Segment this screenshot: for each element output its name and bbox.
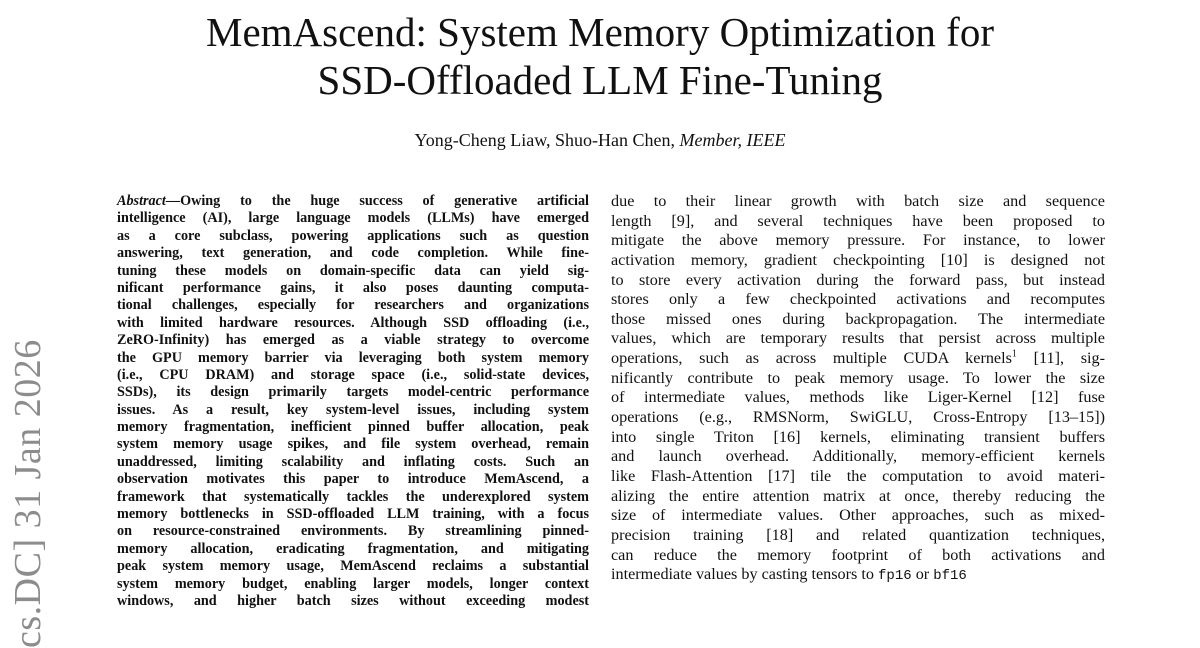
body-line: those missed ones during backpropagation. The intermediate [611,309,1105,328]
abstract-line: observation motivates this paper to introduce MemAscend, a [117,471,589,488]
body-line: alizing the entire attention matrix at once, thereby reducing the [611,486,1105,505]
title-line: MemAscend: System Memory Optimization for [206,9,994,55]
paper-title [0,8,1200,104]
body-line: can reduce the memory footprint of both activations and [611,545,1105,564]
abstract-line [117,193,589,210]
abstract-label: Abstract [117,193,166,209]
abstract-line: framework that systematically tackles the underexplored system [117,488,589,505]
abstract-line: answering, text generation, and code completion. While fine- [117,245,589,262]
body-line: to store every activation during the forward pass, but instead [611,270,1105,289]
abstract-line: windows, and higher batch sizes without exceeding modest [117,592,589,609]
abstract-line: as a core subclass, powering applications such as question [117,227,589,244]
abstract [117,193,589,610]
abstract-line: system memory usage spikes, and file system overhead, remain [117,436,589,453]
abstract-line: intelligence (AI), large language models (LLMs) have emerged [117,210,589,227]
abstract-line: tional challenges, especially for researchers and organizations [117,297,589,314]
abstract-line: memory allocation, eradicating fragmentation, and mitigating [117,540,589,557]
author-line [0,129,1200,151]
body-line: nificantly contribute to peak memory usage. To lower the size [611,368,1105,387]
abstract-line: system memory budget, enabling larger models, longer context [117,575,589,592]
abstract-line: issues. As a result, key system-level issues, including system [117,401,589,418]
arxiv-identifier: cs.DC] 31 Jan 2026 [7,339,49,648]
body-line: operations, such as across multiple CUDA kernels$^1$ [11], sig- [611,348,1105,368]
title-line: SSD-Offloaded LLM Fine-Tuning [317,57,883,103]
abstract-line: nificant performance gains, it also poses daunting computa- [117,279,589,296]
abstract-line: memory fragmentation, inefficient pinned buffer allocation, peak [117,419,589,436]
body-line: into single Triton [16] kernels, eliminating transient buffers [611,427,1105,446]
abstract-line: tuning these models on domain-specific data can yield sig- [117,262,589,279]
abstract-line: ZeRO-Infinity) has emerged as a viable strategy to overcome [117,332,589,349]
abstract-line: the GPU memory barrier via leveraging both system memory [117,349,589,366]
abstract-line: on resource-constrained environments. By streamlining pinned- [117,523,589,540]
abstract-line: memory bottlenecks in SSD-offloaded LLM training, with a focus [117,506,589,523]
body-text [611,192,1105,585]
body-line: operations (e.g., RMSNorm, SwiGLU, Cross-Entropy [13–15]) [611,408,1105,427]
abstract-line: with limited hardware resources. Although SSD offloading (i.e., [117,314,589,331]
body-line: length [9], and several techniques have been proposed to [611,211,1105,230]
body-line: precision training [18] and related quantization techniques, [611,525,1105,544]
body-line: like Flash-Attention [17] tile the computation to avoid materi- [611,466,1105,485]
abstract-text: —Owing to the huge success of generative artificial [165,193,589,209]
abstract-line: unaddressed, limiting scalability and inflating costs. Such an [117,453,589,470]
member-label: Member, IEEE [679,130,786,150]
abstract-line: peak system memory usage, MemAscend reclaims a substantial [117,558,589,575]
author-names: Yong-Cheng Liaw, Shuo-Han Chen, [414,130,676,150]
body-line: activation memory, gradient checkpointing [10] is designed not [611,250,1105,269]
body-line: mitigate the above memory pressure. For instance, to lower [611,231,1105,250]
body-line: stores only a few checkpointed activations and recomputes [611,290,1105,309]
body-line: of intermediate values, methods like Liger-Kernel [12] fuse [611,388,1105,407]
abstract-line: SSDs), its design primarily targets model-centric performance [117,384,589,401]
body-line: intermediate values by casting tensors to fp16 or bf16 [611,565,967,585]
body-line: and launch overhead. Additionally, memory-efficient kernels [611,447,1105,466]
body-line: due to their linear growth with batch size and sequence [611,192,1105,210]
code-bf16: bf16 [933,568,967,585]
code-fp16: fp16 [878,568,912,585]
abstract-line: (i.e., CPU DRAM) and storage space (i.e., solid-state devices, [117,366,589,383]
body-line: values, which are temporary results that persist across multiple [611,329,1105,348]
body-line: size of intermediate values. Other approaches, such as mixed- [611,506,1105,525]
footnote-marker[interactable]: 1 [1011,348,1017,360]
